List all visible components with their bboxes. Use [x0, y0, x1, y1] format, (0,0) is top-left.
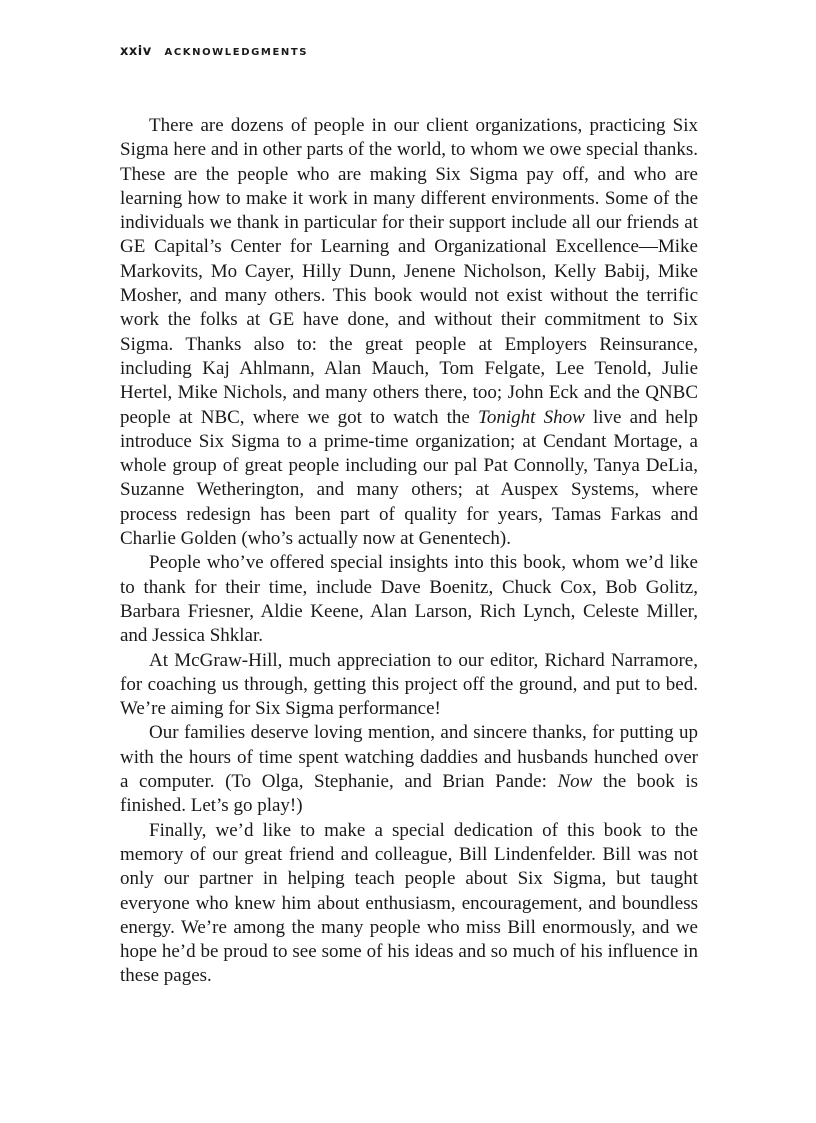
paragraph-text: There are dozens of people in our client organizations, practicing Six Sigma here and in other parts of the world, to whom we owe special thanks. These are the people who are making Six Sigma pay off, and who are learning how to make it work in many different environments. Some of the individuals we thank in particular for their support include all our friends at GE Capital’s Center for Learning and Organizational Excellence—Mike Markovits, Mo Cayer, Hilly Dunn, Jenene Nicholson, Kelly Babij, Mike Mosher, and many others. This book would not exist without the terrific work the folks at GE have done, and without their commitment to Six Sigma. Thanks also to: the great people at Employers Reinsurance, including Kaj Ahlmann, Alan Mauch, Tom Felgate, Lee Tenold, Julie Hertel, Mike Nichols, and many others there, too; John Eck and the QNBC people at NBC, where we got to watch the: [120, 115, 698, 428]
paragraph-client-organizations: [120, 114, 698, 551]
paragraph-text: live and help introduce Six Sigma to a prime-time organization; at Cendant Mortage, a whole group of great people including our pal Pat Connolly, Tanya DeLia, Suzanne Wetherington, and many others; at Auspex Systems, where process redesign has been part of quality for years, Tamas Farkas and Charlie Golden (who’s actually now at Genentech).: [120, 406, 698, 550]
emphasis-now: Now: [557, 771, 593, 793]
paragraph-families: [120, 721, 698, 818]
paragraph-insights: People who’ve offered special insights into this book, whom we’d like to thank for their time, include Dave Boenitz, Chuck Cox, Bob Golitz, Barbara Friesner, Aldie Keene, Alan Larson, Rich Lynch, Celeste Miller, and Jessica Shklar.: [120, 552, 698, 647]
section-title: ACKNOWLEDGMENTS: [164, 47, 309, 58]
paragraph-text: Our families deserve loving mention, and sincere thanks, for putting up with the hours of time spent watching daddies and husbands hunched over a computer. (To Olga, Stephanie, and Brian Pande:: [120, 722, 698, 793]
running-head: [120, 44, 308, 59]
paragraph-text: the book is finished. Let’s go play!): [120, 771, 698, 817]
body-text: [120, 114, 698, 989]
paragraph-mcgraw-hill: At McGraw-Hill, much appreciation to our editor, Richard Narramore, for coaching us through, getting this project off the ground, and put to bed. We’re aiming for Six Sigma performance!: [120, 649, 698, 720]
show-title: Tonight Show: [478, 406, 585, 428]
paragraph-dedication: Finally, we’d like to make a special dedication of this book to the memory of our great friend and colleague, Bill Lindenfelder. Bill was not only our partner in helping teach people about Six Sigma, but taught everyone who knew him about enthusiasm, encouragement, and boundless energy. We’re among the many people who miss Bill enormously, and we hope he’d be proud to see some of his ideas and so much of his influence in these pages.: [120, 819, 698, 987]
page-number: xxiv: [120, 44, 152, 59]
